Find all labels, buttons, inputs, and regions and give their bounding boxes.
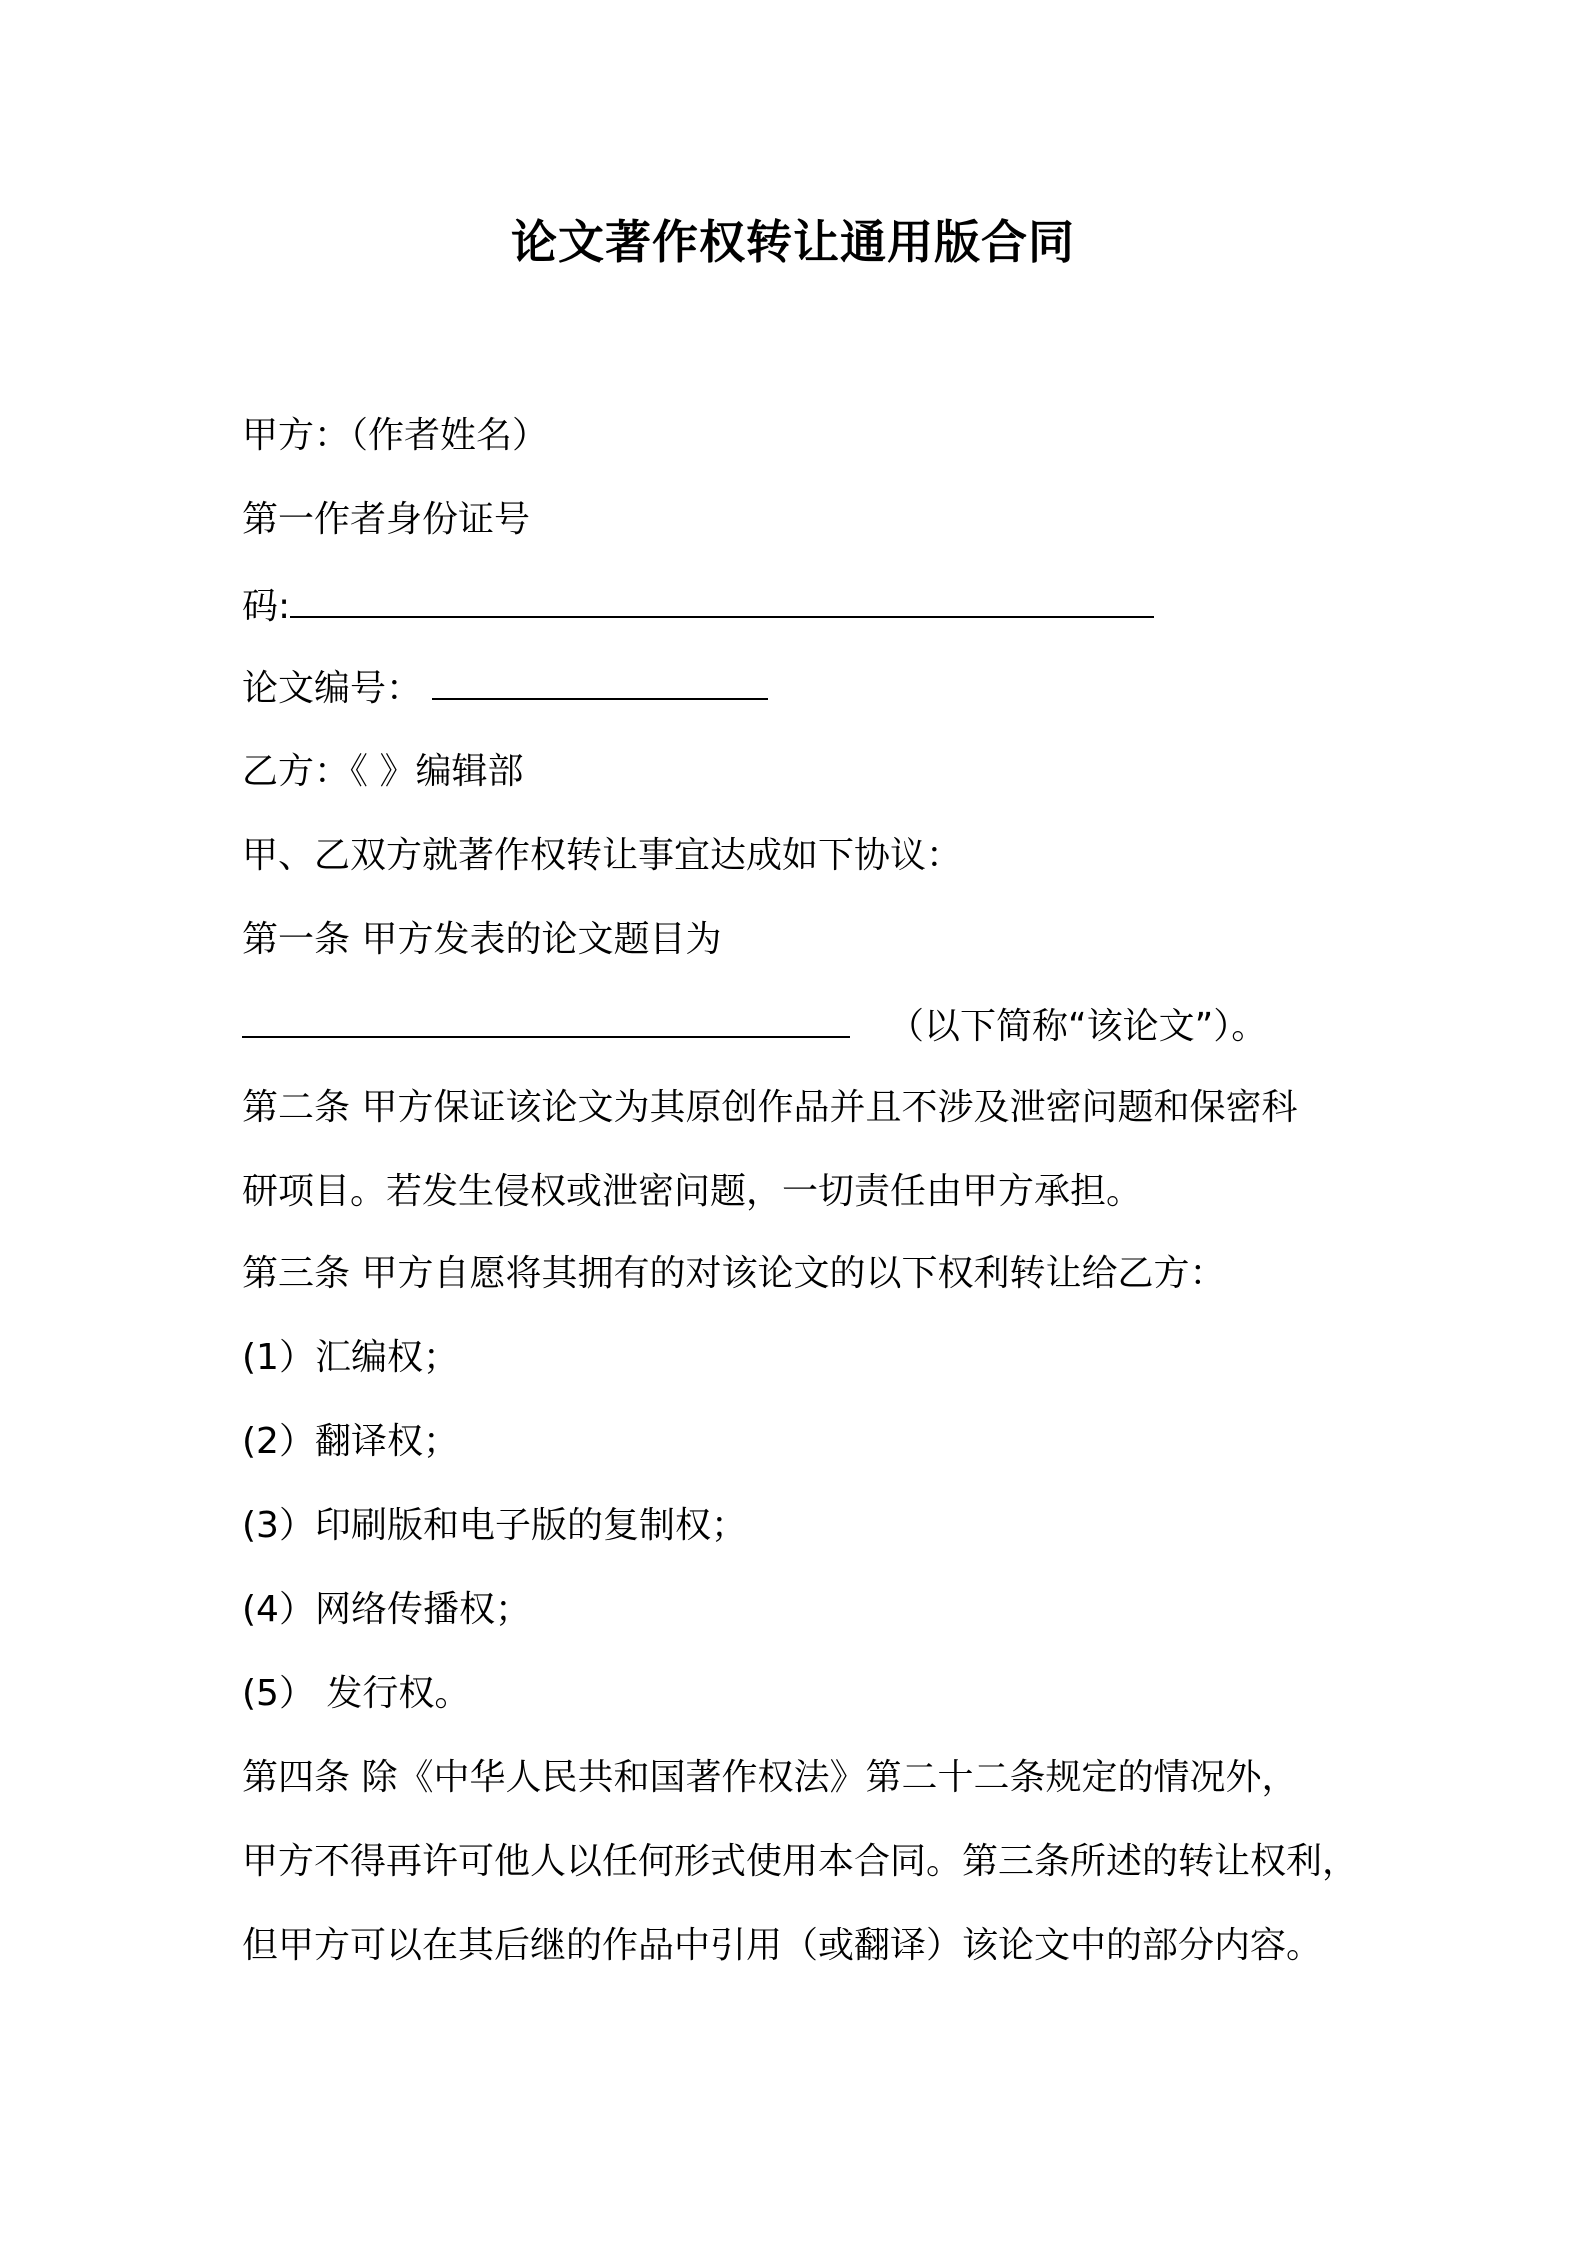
article-1-title-line [242,1002,1267,1051]
article-1-heading: 第一条 甲方发表的论文题目为 [242,919,722,960]
article-2-line-1: 第二条 甲方保证该论文为其原创作品并且不涉及泄密问题和保密科 [242,1087,1298,1128]
paper-title-blank[interactable] [242,1002,850,1038]
id-number-line [242,582,1154,631]
paper-number-line [242,664,768,713]
right-item-3: (3）印刷版和电子版的复制权； [242,1505,747,1546]
id-number-label-tail: 码: [242,586,291,627]
party-b-line: 乙方：《 》编辑部 [242,751,524,792]
agreement-intro: 甲、乙双方就著作权转让事宜达成如下协议： [242,835,963,876]
article-4-line-2: 甲方不得再许可他人以任何形式使用本合同。第三条所述的转让权利， [242,1841,1359,1882]
article-4-line-3: 但甲方可以在其后继的作品中引用（或翻译）该论文中的部分内容。 [242,1925,1323,1966]
right-item-5: (5） 发行权。 [242,1673,471,1714]
paper-number-blank[interactable] [432,664,768,700]
article-4-line-1: 第四条 除《中华人民共和国著作权法》第二十二条规定的情况外， [242,1757,1298,1798]
article-2-line-2: 研项目。若发生侵权或泄密问题，一切责任由甲方承担。 [242,1171,1143,1212]
party-a-line: 甲方：（作者姓名） [242,415,549,456]
document-title: 论文著作权转让通用版合同 [511,215,1075,269]
article-1-abbreviation: （以下简称“该论文”）。 [888,1006,1268,1047]
article-3-heading: 第三条 甲方自愿将其拥有的对该论文的以下权利转让给乙方： [242,1253,1226,1294]
right-item-1: (1）汇编权； [242,1337,459,1378]
right-item-2: (2）翻译权； [242,1421,459,1462]
paper-number-label: 论文编号： [242,668,423,709]
id-number-blank[interactable] [290,582,1154,618]
id-number-label: 第一作者身份证号 [242,499,531,540]
right-item-4: (4）网络传播权； [242,1589,531,1630]
